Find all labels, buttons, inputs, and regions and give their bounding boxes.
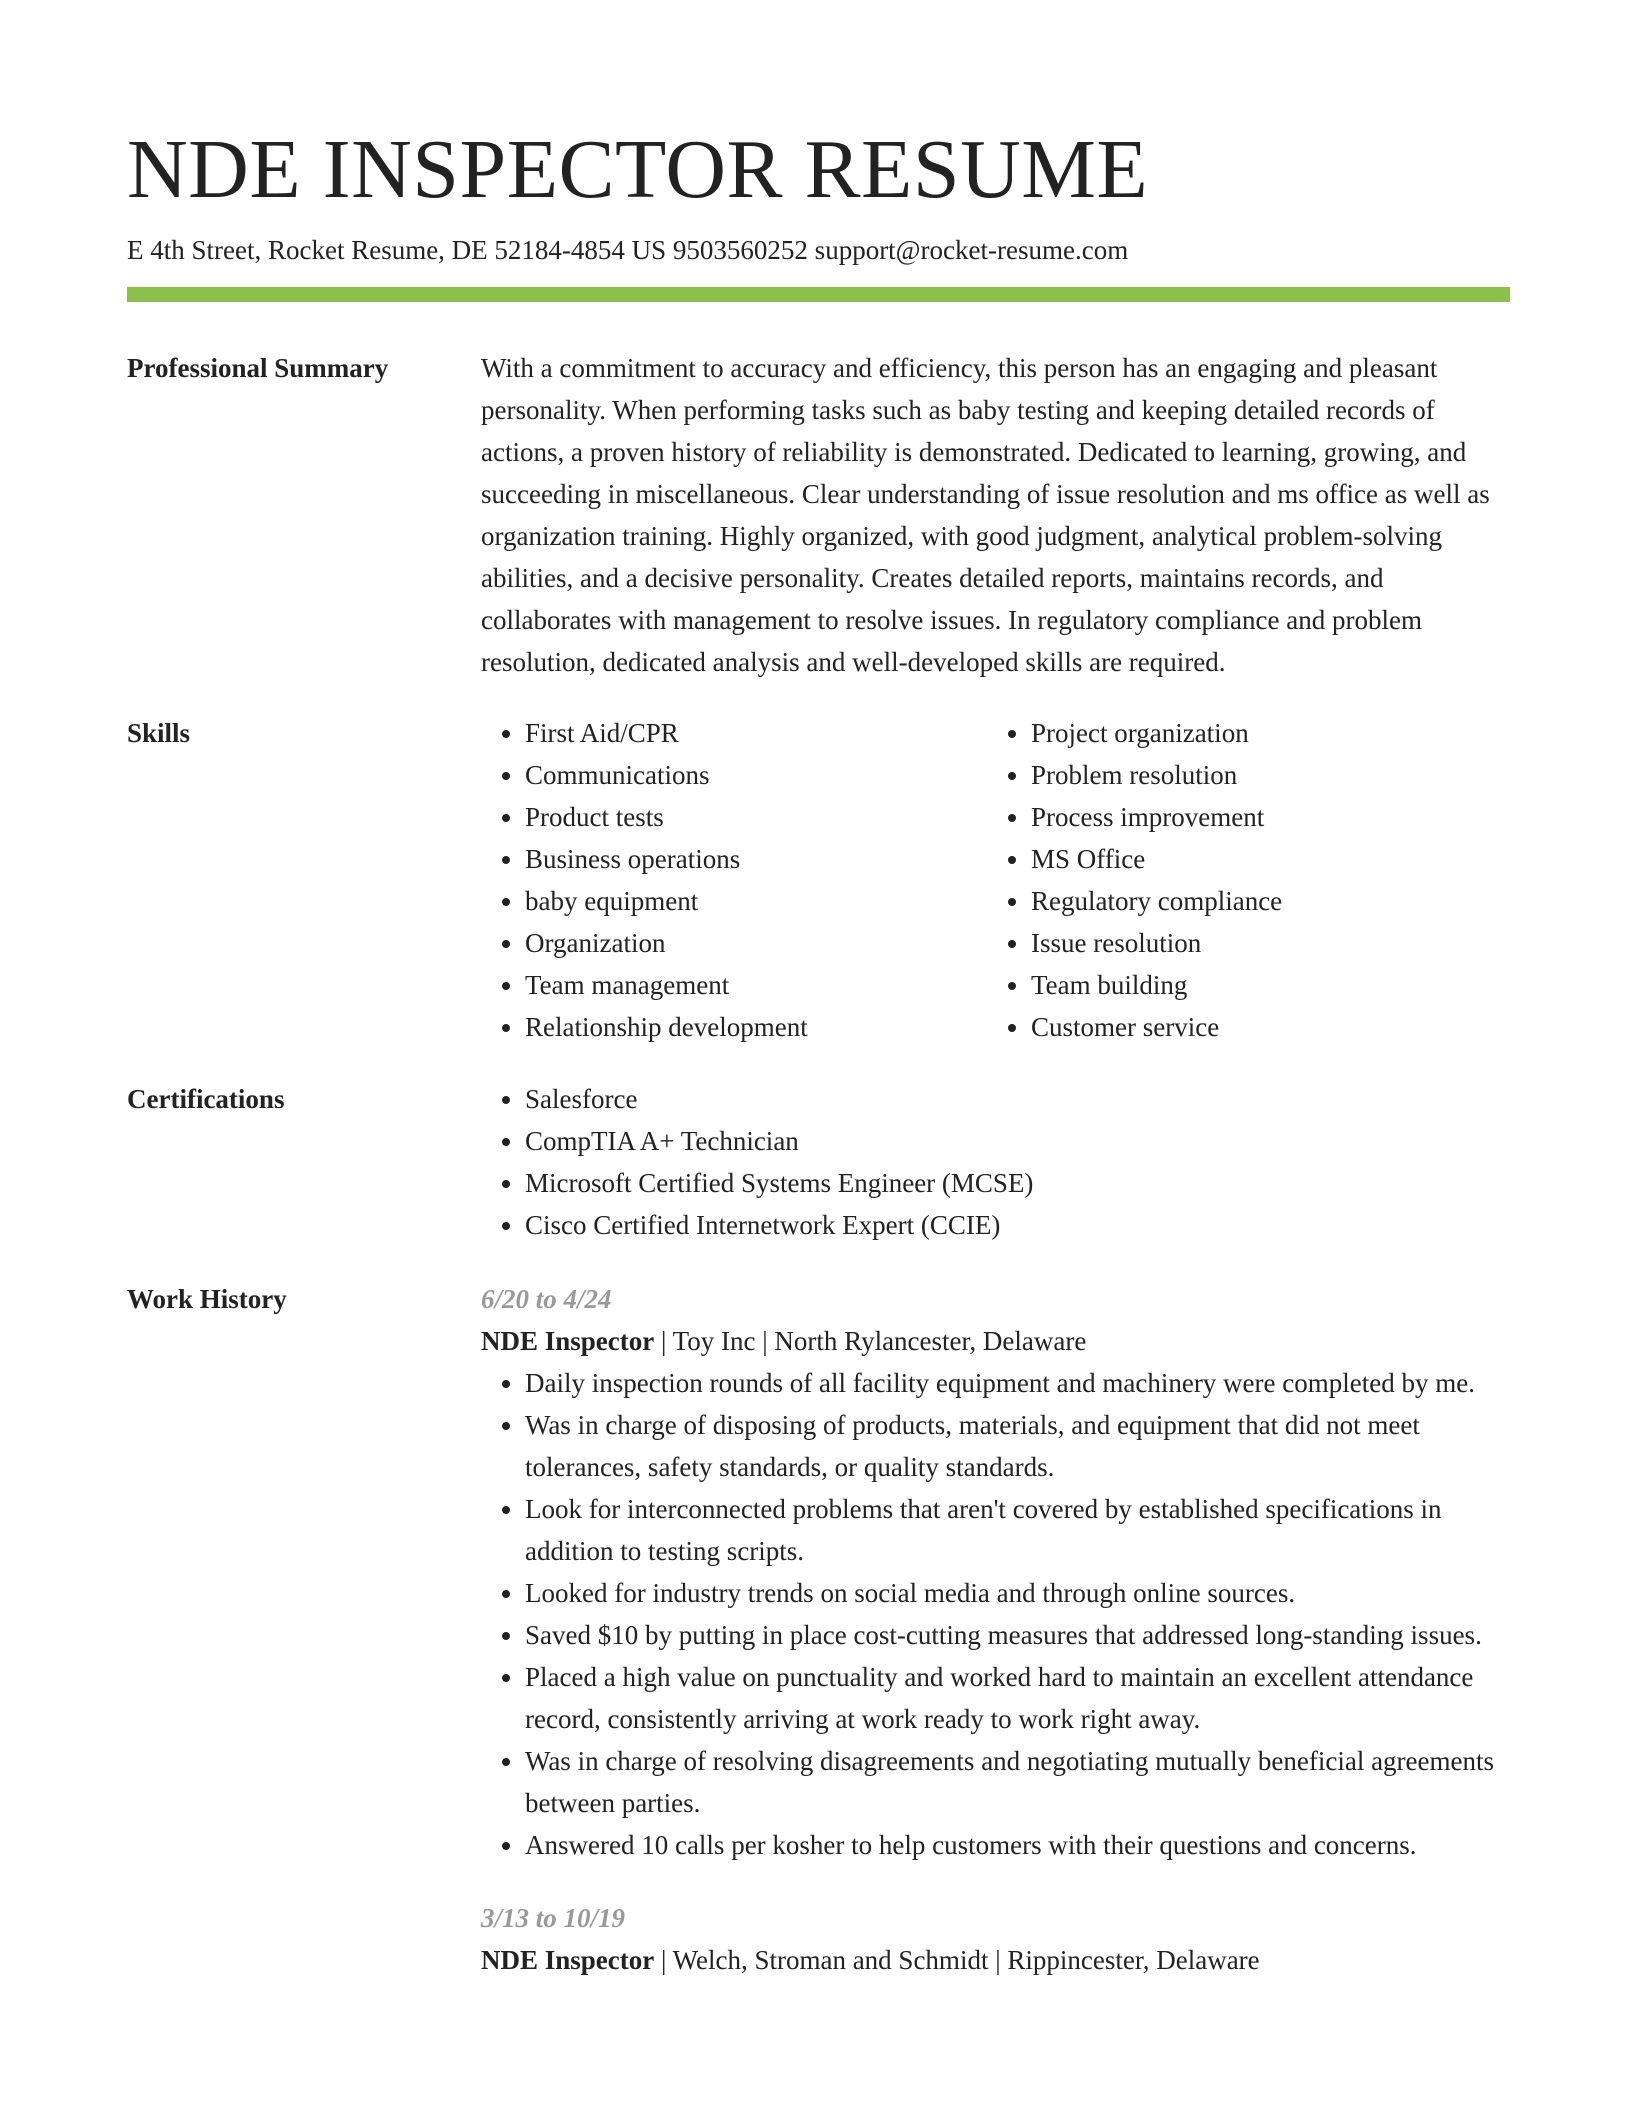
skills-list-right — [987, 712, 1493, 1048]
summary-text: With a commitment to accuracy and efficiency, this person has an engaging and pleasant personality. When performing tasks such as baby testing and keeping detailed records of actions, a proven history of reliability is demonstrated. Dedicated to learning, growing, and succeeding in miscellaneous. Clear understanding of issue resolution and ms office as well as organization training. Highly organized, with good judgment, analytical problem-solving abilities, and a decisive personality. Creates detailed reports, maintains records, and collaborates with management to resolve issues. In regulatory compliance and problem resolution, dedicated analysis and well-developed skills are required. — [481, 353, 1490, 677]
job-bullet: • Placed a high value on punctuality and worked hard to maintain an excellent attendance record, consistently arriving at work ready to work right away. — [525, 1656, 1510, 1740]
job-heading — [481, 1939, 1510, 1981]
job-details: | Welch, Stroman and Schmidt | Rippincester, Delaware — [654, 1945, 1260, 1975]
skill-item: • Project organization — [1031, 712, 1493, 754]
skill-item: • First Aid/CPR — [525, 712, 987, 754]
job-bullet: • Saved $10 by putting in place cost-cutting measures that addressed long-standing issues. — [525, 1614, 1510, 1656]
job-heading — [481, 1320, 1510, 1362]
skill-item: • Process improvement — [1031, 796, 1493, 838]
skill-item: • Business operations — [525, 838, 987, 880]
skill-item: • Communications — [525, 754, 987, 796]
skill-item: • Issue resolution — [1031, 922, 1493, 964]
skill-item: • Team management — [525, 964, 987, 1006]
job-title: NDE Inspector — [481, 1326, 655, 1356]
resume-title: NDE INSPECTOR RESUME — [127, 123, 1149, 216]
job-dates: 3/13 to 10/19 — [481, 1903, 626, 1933]
skill-item: • baby equipment — [525, 880, 987, 922]
skills-list-left — [481, 712, 987, 1048]
job-dates: 6/20 to 4/24 — [481, 1284, 612, 1314]
contact-line: E 4th Street, Rocket Resume, DE 52184-4854 US 9503560252 support@rocket-resume.com — [127, 235, 1129, 265]
skill-item: • Relationship development — [525, 1006, 987, 1048]
certification-item: • Cisco Certified Internetwork Expert (CCIE) — [525, 1204, 1510, 1246]
summary-heading: Professional Summary — [127, 353, 389, 383]
job-title: NDE Inspector — [481, 1945, 655, 1975]
certification-item: • Salesforce — [525, 1078, 1510, 1120]
job-bullet: • Daily inspection rounds of all facility equipment and machinery were completed by me. — [525, 1362, 1510, 1404]
job-bullet: • Was in charge of resolving disagreements and negotiating mutually beneficial agreements between parties. — [525, 1740, 1510, 1824]
skill-item: • Customer service — [1031, 1006, 1493, 1048]
skill-item: • Team building — [1031, 964, 1493, 1006]
job-entry — [481, 1278, 1510, 1866]
job-bullet: • Look for interconnected problems that aren't covered by established specifications in addition to testing scripts. — [525, 1488, 1510, 1572]
certifications-list — [481, 1078, 1510, 1246]
skill-item: • Regulatory compliance — [1031, 880, 1493, 922]
skills-heading: Skills — [127, 718, 191, 748]
certifications-heading: Certifications — [127, 1084, 285, 1114]
job-entry — [481, 1897, 1510, 1981]
skill-item: • Problem resolution — [1031, 754, 1493, 796]
job-details: | Toy Inc | North Rylancester, Delaware — [654, 1326, 1087, 1356]
skills-column-right — [987, 712, 1493, 1048]
skill-item: • MS Office — [1031, 838, 1493, 880]
job-bullet: • Was in charge of disposing of products, materials, and equipment that did not meet tolerances, safety standards, or quality standards. — [525, 1404, 1510, 1488]
job-bullet: • Answered 10 calls per kosher to help customers with their questions and concerns. — [525, 1824, 1510, 1866]
skills-column-left — [481, 712, 987, 1048]
skills-body — [481, 712, 1510, 1048]
work-history-body — [481, 1278, 1510, 1981]
certification-item: • CompTIA A+ Technician — [525, 1120, 1510, 1162]
job-bullet: • Looked for industry trends on social media and through online sources. — [525, 1572, 1510, 1614]
certification-item: • Microsoft Certified Systems Engineer (MCSE) — [525, 1162, 1510, 1204]
skill-item: • Organization — [525, 922, 987, 964]
work-history-heading: Work History — [127, 1284, 287, 1314]
accent-divider — [127, 287, 1510, 302]
job-bullets — [481, 1362, 1510, 1866]
certifications-body — [481, 1078, 1510, 1246]
skill-item: • Product tests — [525, 796, 987, 838]
summary-body — [481, 347, 1510, 683]
